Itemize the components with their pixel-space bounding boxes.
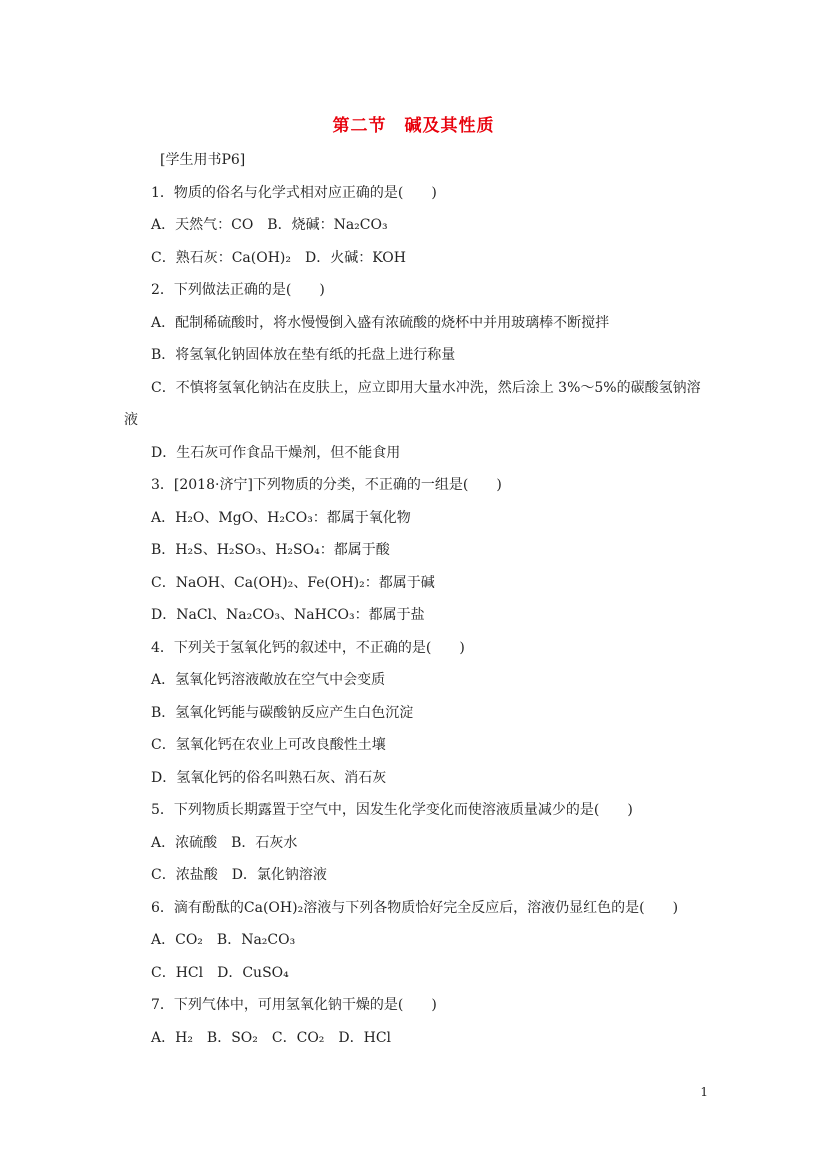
question-3-option-a: A．H₂O、MgO、H₂CO₃：都属于氧化物 (151, 510, 411, 526)
question-2: 2．下列做法正确的是( ) (151, 282, 325, 298)
question-4-option-c: C．氢氧化钙在农业上可改良酸性土壤 (151, 737, 386, 753)
question-7-options: A．H₂ B．SO₂ C．CO₂ D．HCl (151, 1030, 392, 1046)
question-2-option-d: D．生石灰可作食品干燥剂，但不能食用 (151, 445, 401, 461)
question-1-options-cd: C．熟石灰：Ca(OH)₂ D．火碱：KOH (151, 250, 406, 266)
textbook-reference: [学生用书P6] (160, 152, 246, 168)
question-3-option-d: D．NaCl、Na₂CO₃、NaHCO₃：都属于盐 (151, 607, 425, 623)
question-4-option-a: A．氢氧化钙溶液敞放在空气中会变质 (151, 672, 386, 688)
question-5: 5．下列物质长期露置于空气中，因发生化学变化而使溶液质量减少的是( ) (151, 802, 633, 818)
question-7: 7．下列气体中，可用氢氧化钠干燥的是( ) (151, 997, 437, 1013)
question-4-option-d: D．氢氧化钙的俗名叫熟石灰、消石灰 (151, 770, 387, 786)
question-6-options-ab: A．CO₂ B．Na₂CO₃ (151, 932, 296, 948)
question-4: 4．下列关于氢氧化钙的叙述中，不正确的是( ) (151, 640, 465, 656)
page-number: 1 (700, 1085, 708, 1099)
question-5-options-ab: A．浓硫酸 B．石灰水 (151, 835, 298, 851)
question-3-option-c: C．NaOH、Ca(OH)₂、Fe(OH)₂：都属于碱 (151, 575, 435, 591)
question-2-option-c-continued: 液 (124, 412, 138, 428)
question-4-option-b: B．氢氧化钙能与碳酸钠反应产生白色沉淀 (151, 705, 414, 721)
question-3: 3．[2018·济宁]下列物质的分类，不正确的一组是( ) (151, 477, 502, 493)
question-2-option-c: C．不慎将氢氧化钠沾在皮肤上，应立即用大量水冲洗，然后涂上 3%～5%的碳酸氢钠溶 (151, 380, 701, 396)
question-6: 6．滴有酚酞的Ca(OH)₂溶液与下列各物质恰好完全反应后，溶液仍显红色的是( ) (151, 900, 679, 916)
question-2-option-a: A．配制稀硫酸时，将水慢慢倒入盛有浓硫酸的烧杯中并用玻璃棒不断搅拌 (151, 315, 610, 331)
question-3-option-b: B．H₂S、H₂SO₃、H₂SO₄：都属于酸 (151, 542, 390, 558)
question-2-option-b: B．将氢氧化钠固体放在垫有纸的托盘上进行称量 (151, 347, 456, 363)
question-6-options-cd: C．HCl D．CuSO₄ (151, 965, 289, 981)
page-title: 第二节 碱及其性质 (332, 116, 495, 136)
question-1: 1．物质的俗名与化学式相对应正确的是( ) (151, 185, 437, 201)
question-5-options-cd: C．浓盐酸 D．氯化钠溶液 (151, 867, 327, 883)
question-1-options-ab: A．天然气：CO B．烧碱：Na₂CO₃ (151, 217, 388, 233)
